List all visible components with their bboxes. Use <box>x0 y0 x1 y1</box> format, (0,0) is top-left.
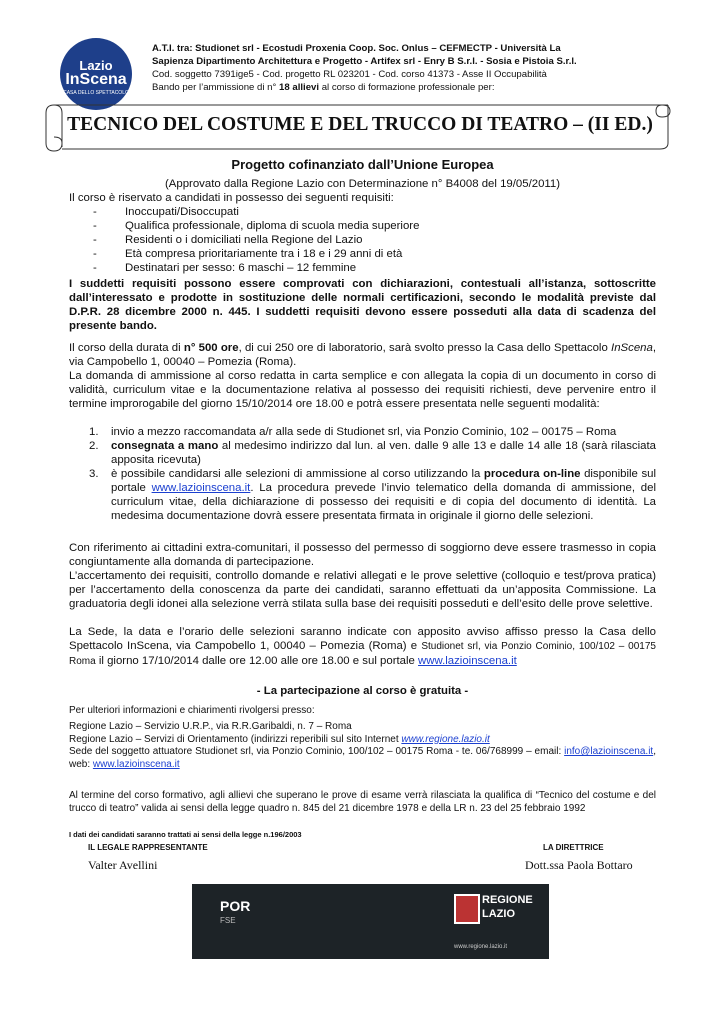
info-intro: Per ulteriori informazioni e chiarimenti rivolgersi presso: <box>69 705 315 716</box>
final-qualification-paragraph: Al termine del corso formativo, agli allievi che superano le prove di esame verrà rilasciata la qualifica di “Tecnico del costume e del trucco di teatro” valida ai sensi della legge quadro n. 845 del 21 dicembre 1978 e della LR n. 23 del 25 febbraio 1992 <box>69 790 656 814</box>
requirements-intro: Il corso è riservato a candidati in possesso dei seguenti requisiti: <box>69 192 394 204</box>
contact-studionet-text: Sede del soggetto attuatore Studionet srl, via Ponzio Cominio, 100/102 – 00175 Roma - te. 06/768999 – email: <box>69 746 565 757</box>
application-paragraph: La domanda di ammissione al corso redatta in carta semplice e con allegata la copia di un documento in corso di validità, curriculum vitae e la documentazione relativa al possesso dei requisiti richiesti, deve pervenire entro il termine improrogabile del giorno 15/10/2014 ore 18.00 e potrà essere presentata nelle seguenti modalità: <box>69 370 656 410</box>
list-item: - Residenti o i domiciliati nella Regione del Lazio <box>69 233 656 247</box>
selection-text-1: La Sede, la data e l’orario delle selezioni saranno indicate con apposito avviso affisso presso la Casa dello Spettacolo InScena, via Campobello 1, 00040 – Pomezia (Roma) e <box>69 626 656 652</box>
method-text: . La procedura prevede l’invio telematico della domanda di ammissione, del curriculum vitae, della dichiarazione di possesso dei requisiti e di copia del documento di identità. La medesima documentazione dovrà essere presentata firmata in originale il giorno delle selezioni. <box>111 482 656 522</box>
header-block <box>152 42 672 94</box>
method-text: disponibile sul portale <box>111 468 657 494</box>
course-info-paragraph <box>69 341 656 369</box>
method-text: al medesimo indirizzo dal lun. al ven. dalle 9 alle 13 e dalle 14 alle 18 (sarà rilasciata apposita ricevuta) <box>111 440 656 466</box>
website-link[interactable]: www.lazioinscena.it <box>92 758 180 770</box>
method-bold: procedura on-line <box>483 468 581 480</box>
free-participation: - La partecipazione al corso è gratuita - <box>256 685 469 697</box>
web-label: , web: <box>69 746 656 770</box>
header-line-4-num: 18 allievi <box>279 82 320 93</box>
application-methods <box>69 425 656 523</box>
course-text-2: , di cui 250 ore di laboratorio, sarà svolto presso la Casa dello Spettacolo <box>238 342 612 354</box>
contact-orientation <box>69 734 656 747</box>
list-item <box>69 425 656 439</box>
logo-brand-top: Lazio <box>79 58 113 73</box>
list-item <box>69 467 656 523</box>
course-venue: InScena <box>611 342 653 354</box>
regione-label: REGIONE <box>482 894 533 906</box>
subtitle: Progetto cofinanziato dall’Unione Europea <box>231 157 494 172</box>
requirements-list <box>69 205 656 275</box>
director-title: LA DIRETTRICE <box>543 843 604 852</box>
lazio-label: LAZIO <box>482 908 515 920</box>
course-text-1: Il corso della durata di <box>69 342 184 354</box>
list-item: - Inoccupati/Disoccupati <box>69 205 656 219</box>
header-line-3: Cod. soggetto 7391ige5 - Cod. progetto RL 023201 - Cod. corso 41373 - Asse II Occupabilità <box>152 69 547 80</box>
director-name: Dott.ssa Paola Bottaro <box>525 858 633 872</box>
header-line-4-pre: Bando per l’ammissione di n° <box>152 82 280 93</box>
regione-url: www.regione.lazio.it <box>454 944 508 950</box>
selection-text-2: il giorno 17/10/2014 dalle ore 12.00 alle ore 18.00 e sul portale <box>95 655 419 667</box>
course-title: TECNICO DEL COSTUME E DEL TRUCCO DI TEATRO – (II ED.) <box>67 114 653 135</box>
contact-orientation-text: Regione Lazio – Servizi di Orientamento (indirizzi reperibili sul sito Internet <box>69 733 402 745</box>
course-text-3: , via Campobello 1, 00040 – Pomezia (Roma). <box>69 342 657 368</box>
portal-link[interactable]: www.lazioinscena.it <box>151 482 251 494</box>
list-item: - Destinatari per sesso: 6 maschi – 12 femmine <box>69 261 656 275</box>
method-number: 2. <box>89 440 99 452</box>
list-item <box>69 439 656 467</box>
selection-small-text: Studionet srl, via Ponzio Cominio, 100/102 – 00175 Roma <box>69 641 656 667</box>
logo-brand-main: InScena <box>65 71 127 88</box>
header-line-4 <box>152 81 672 94</box>
header-line-2: Sapienza Dipartimento Architettura e Progetto - Artifex srl - Enry B S.r.l. - Sosia e Pistoia S.r.l. <box>152 56 577 67</box>
method-number: 1. <box>89 426 99 438</box>
list-item: - Qualifica professionale, diploma di scuola media superiore <box>69 219 656 233</box>
method-text: è possibile candidarsi alle selezioni di ammissione al corso utilizzando la <box>111 468 484 480</box>
por-label: POR <box>220 898 251 914</box>
assessment-paragraph: L’accertamento dei requisiti, controllo domande e relativi allegati e le prove selettive (colloquio e test/prova pratica) per l’accertamento della conoscenza da parte dei candidati, saranno effettuati da un’apposita Commissione. La graduatoria degli idonei alla selezione verrà stilata sulla base dei requisiti posseduti e dell’esito delle prove selettive. <box>69 570 656 610</box>
method-number: 3. <box>89 468 99 480</box>
portal-link[interactable]: www.lazioinscena.it <box>418 655 517 667</box>
regione-lazio-emblem-icon <box>454 894 480 924</box>
legal-rep-title: IL LEGALE RAPPRESENTANTE <box>88 843 208 852</box>
course-hours: n° 500 ore <box>183 342 239 354</box>
selection-paragraph <box>69 625 656 669</box>
footer-banner <box>192 884 549 959</box>
header-line-4-post: al corso di formazione professionale per: <box>319 82 495 93</box>
method-text: invio a mezzo raccomandata a/r alla sede di Studionet srl, via Ponzio Cominio, 102 – 00175 – Roma <box>111 426 617 438</box>
requirements-proof-paragraph: I suddetti requisiti possono essere comprovati con dichiarazioni, contestuali all’istanza, sottoscritte dall’interessato e prodotte in sostituzione delle normali certificazioni, secondo le modalità previste dal D.P.R. 28 dicembre 2000 n. 445. I suddetti requisiti devono essere posseduti alla data di scadenza del presente bando. <box>69 278 656 332</box>
method-bold: consegnata a mano <box>111 440 219 452</box>
contact-studionet <box>69 746 656 771</box>
logo-brand-sub: CASA DELLO SPETTACOLO <box>63 90 129 96</box>
contacts-block <box>69 721 656 771</box>
approval-note: (Approvato dalla Regione Lazio con Determinazione n° B4008 del 19/05/2011) <box>164 178 561 190</box>
header-line-1: A.T.I. tra: Studionet srl - Ecostudi Proxenia Coop. Soc. Onlus – CEFMECTP - Università La <box>152 43 561 54</box>
extra-eu-paragraph: Con riferimento ai cittadini extra-comunitari, il possesso del permesso di soggiorno deve essere trasmesso in copia congiuntamente alla domanda di partecipazione. <box>69 542 656 568</box>
list-item: - Età compresa prioritariamente tra i 18 e i 29 anni di età <box>69 247 656 261</box>
email-link[interactable]: info@lazioinscena.it <box>564 746 654 757</box>
regione-link[interactable]: www.regione.lazio.it <box>401 733 490 745</box>
fse-label: FSE <box>220 916 236 925</box>
privacy-note: I dati dei candidati saranno trattati ai sensi della legge n.196/2003 <box>69 830 302 839</box>
contact-urp: Regione Lazio – Servizio U.R.P., via R.R.Garibaldi, n. 7 – Roma <box>69 721 352 732</box>
legal-rep-name: Valter Avellini <box>88 858 158 872</box>
requirements-section <box>69 191 656 275</box>
